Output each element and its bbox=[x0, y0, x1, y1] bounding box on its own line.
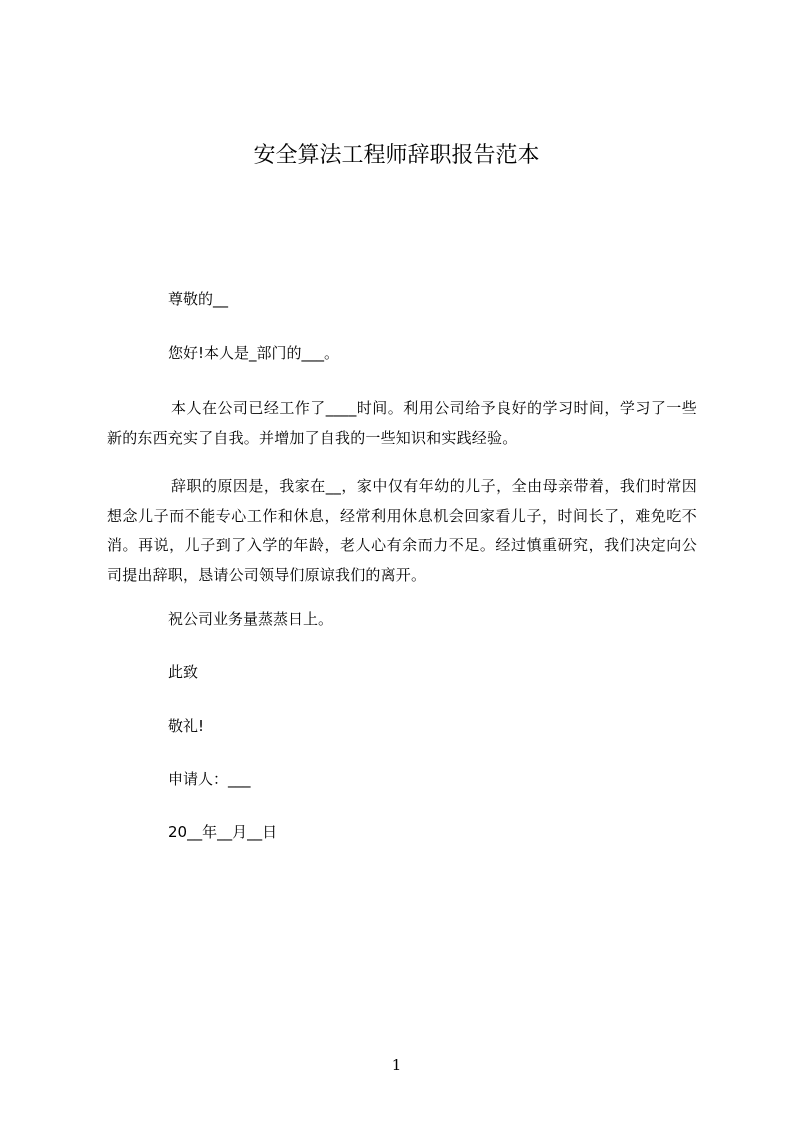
page-number: 1 bbox=[391, 1056, 402, 1074]
paragraph-work-experience: 本人在公司已经工作了____时间。利用公司给予良好的学习时间，学习了一些新的东西充实了自我。并增加了自我的一些知识和实践经验。 bbox=[107, 399, 697, 447]
date-line: 20__年__月__日 bbox=[168, 823, 278, 841]
salutation: 尊敬的__ bbox=[168, 290, 229, 308]
wish-line: 祝公司业务量蒸蒸日上。 bbox=[168, 610, 334, 628]
closing-line-1: 此致 bbox=[168, 663, 199, 681]
closing-line-2: 敬礼! bbox=[168, 717, 205, 735]
paragraph-resignation-reason: 辞职的原因是，我家在__，家中仅有年幼的儿子，全由母亲带着，我们时常因想念儿子而不能专心工作和休息，经常利用休息机会回家看儿子，时间长了，难免吃不消。再说，儿子到了入学的年龄，老人心有余而力不足。经过慎重研究，我们决定向公司提出辞职，恳请公司领导们原谅我们的离开。 bbox=[107, 477, 697, 584]
greeting: 您好!本人是_部门的___。 bbox=[168, 344, 340, 362]
document-title: 安全算法工程师辞职报告范本 bbox=[253, 143, 540, 168]
applicant-line: 申请人：___ bbox=[168, 770, 251, 788]
